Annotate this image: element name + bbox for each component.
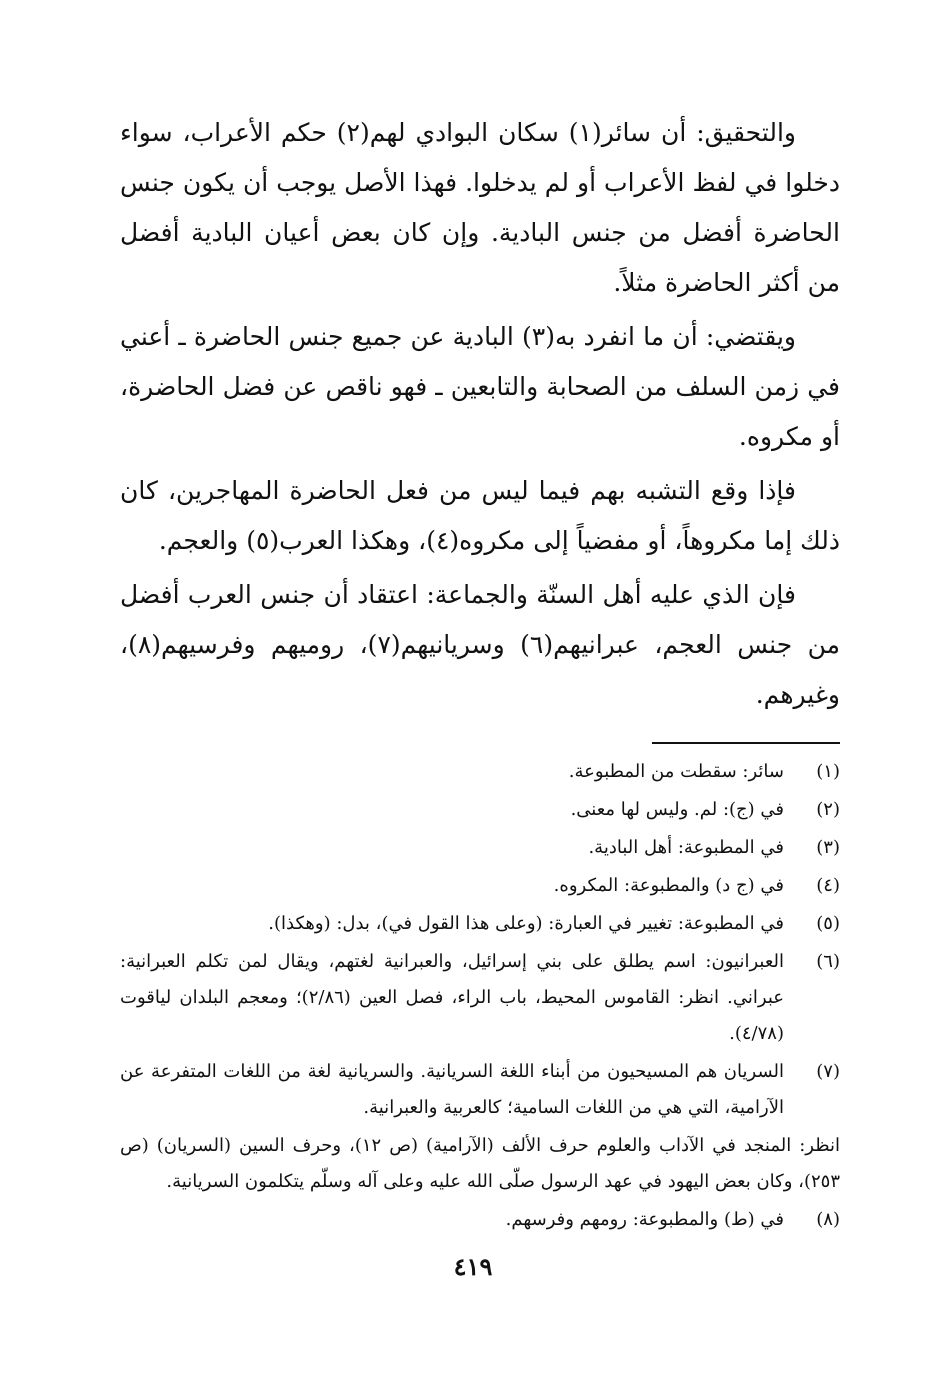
footnote-6 bbox=[120, 944, 840, 1052]
paragraph-1: والتحقيق: أن سائر(١) سكان البوادي لهم(٢) حكم الأعراب، سواء دخلوا في لفظ الأعراب أو لم يدخلوا. فهذا الأصل يوجب أن يكون جنس الحاضرة أفضل من جنس البادية. وإن كان بعض أعيان البادية أفضل من أكثر الحاضرة مثلاً. bbox=[120, 118, 840, 297]
footnote-text: في (ط) والمطبوعة: رومهم وفرسهم. bbox=[505, 1209, 784, 1230]
footnote-text: في المطبوعة: أهل البادية. bbox=[588, 837, 784, 858]
paragraph-3: فإذا وقع التشبه بهم فيما ليس من فعل الحاضرة المهاجرين، كان ذلك إما مكروهاً، أو مفضياً إلى مكروه(٤)، وهكذا العرب(٥) والعجم. bbox=[120, 476, 840, 555]
footnote-2 bbox=[120, 792, 840, 828]
footnote-3 bbox=[120, 830, 840, 866]
footnote-number: (٧) bbox=[816, 1061, 840, 1082]
footnote-text: العبرانيون: اسم يطلق على بني إسرائيل، والعبرانية لغتهم، ويقال لمن تكلم العبرانية: عبراني. انظر: القاموس المحيط، باب الراء، فصل العين (٢/٨٦)؛ ومعجم البلدان لياقوت (٤/٧٨). bbox=[120, 951, 785, 1044]
footnote-8 bbox=[120, 1202, 840, 1238]
paragraph-2: ويقتضي: أن ما انفرد به(٣) البادية عن جميع جنس الحاضرة ـ أعني في زمن السلف من الصحابة والتابعين ـ فهو ناقص عن فضل الحاضرة، أو مكروه. bbox=[120, 322, 840, 451]
footnote-number: (٨) bbox=[816, 1209, 840, 1230]
footnote-number: (٤) bbox=[816, 875, 840, 896]
footnote-7 bbox=[120, 1054, 840, 1126]
footnote-text: في (ج د) والمطبوعة: المكروه. bbox=[553, 875, 784, 896]
paragraph-4: فإن الذي عليه أهل السنّة والجماعة: اعتقاد أن جنس العرب أفضل من جنس العجم، عبرانيهم(٦) وسريانيهم(٧)، روميهم وفرسيهم(٨)، وغيرهم. bbox=[120, 580, 840, 709]
footnote-text: في (ج): لم. وليس لها معنى. bbox=[570, 799, 784, 820]
footnotes bbox=[120, 754, 840, 1238]
footnote-text: في المطبوعة: تغيير في العبارة: (وعلى هذا القول في)، بدل: (وهكذا). bbox=[268, 913, 784, 934]
footnote-4 bbox=[120, 868, 840, 904]
footnote-number: (١) bbox=[816, 761, 840, 782]
footnote-text: السريان هم المسيحيون من أبناء اللغة السريانية. والسريانية لغة من اللغات المتفرعة عن الآرامية، التي هي من اللغات السامية؛ كالعربية والعبرانية. bbox=[120, 1061, 784, 1118]
footnote-number: (٣) bbox=[816, 837, 840, 858]
footnote-number: (٦) bbox=[816, 951, 840, 972]
page-number: ٤١٩ bbox=[453, 1252, 493, 1281]
footnote-number: (٢) bbox=[816, 799, 840, 820]
main-text bbox=[120, 108, 840, 720]
footnote-number: (٥) bbox=[816, 913, 840, 934]
footnote-7-continued: انظر: المنجد في الآداب والعلوم حرف الألف (الآرامية) (ص ١٢)، وحرف السين (السريان) (ص ٢٥٣)، وكان بعض اليهود في عهد الرسول صلّى الله عليه وعلى آله وسلّم يتكلمون السريانية. bbox=[120, 1135, 840, 1192]
page-content bbox=[120, 108, 840, 1240]
footnote-1 bbox=[120, 754, 840, 790]
footnote-text: سائر: سقطت من المطبوعة. bbox=[568, 761, 784, 782]
footnote-5 bbox=[120, 906, 840, 942]
footnote-divider bbox=[652, 742, 840, 744]
